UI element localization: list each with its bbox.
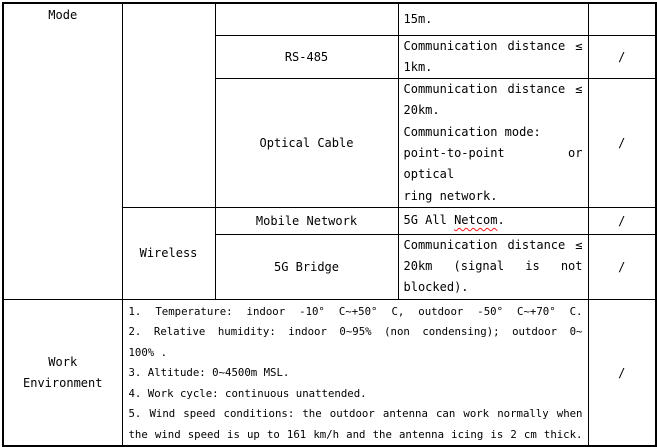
description-line: 15m. [403,11,433,26]
description-line: Communication mode: [403,124,541,139]
header-line: Environment [23,375,103,390]
description-line: Communication distance ≤ [403,237,583,252]
remark-cell: / [588,207,656,234]
description-line: Communication distance ≤ [403,82,583,97]
description-cell [398,234,588,299]
header-line: Work [48,354,78,369]
table-row-continued [3,3,656,35]
wireless-group-cell: Wireless [122,207,215,299]
work-environment-header-cell [3,299,122,446]
mode-header-cell: Mode [3,3,122,299]
condition-line-work-cycle: 4. Work cycle: continuous unattended. [128,386,367,400]
spellcheck-flagged-word: Netcom [454,213,498,228]
wired-group-cell [122,3,215,207]
description-line: point-to-point or optical [403,145,583,182]
environment-conditions-cell [122,299,588,446]
remark-cell: / [588,299,656,446]
connection-type-cell: Optical Cable [215,79,398,208]
connection-type-cell: Mobile Network [215,207,398,234]
remark-cell: / [588,79,656,208]
specification-table [2,2,657,447]
description-line: 20km (signal is not [403,259,583,274]
connection-type-cell [215,3,398,35]
condition-line-altitude: 3. Altitude: 0~4500m MSL. [128,366,290,380]
description-cell [398,3,588,35]
description-text: . [497,213,505,228]
description-cell [398,35,588,79]
description-cell [398,207,588,234]
remark-cell: / [588,35,656,79]
connection-type-cell: RS-485 [215,35,398,79]
remark-cell: / [588,234,656,299]
condition-line-wind-speed: 5. Wind speed conditions: the outdoor antenna can work normally when [128,407,583,421]
description-line: Communication distance ≤ [403,38,583,53]
description-line [404,210,583,231]
description-line: blocked). [403,280,469,295]
condition-line-humidity-cont: 100% . [128,345,168,359]
connection-type-cell: 5G Bridge [215,234,398,299]
description-text: 5G All [403,213,455,228]
condition-line-wind-speed-cont: the wind speed is up to 161 km/h and the antenna icing is 2 cm thick. [128,427,583,441]
description-line: ring network. [403,188,498,203]
table-row-work-environment [3,299,656,446]
condition-line-humidity: 2. Relative humidity: indoor 0~95% (non condensing); outdoor 0~ [128,325,583,339]
description-line: 1km. [403,59,433,74]
remark-cell [588,3,656,35]
description-line: 20km. [403,103,440,118]
condition-line-temperature: 1. Temperature: indoor -10° C~+50° C, outdoor -50° C~+70° C. [128,304,583,318]
description-cell [398,79,588,208]
